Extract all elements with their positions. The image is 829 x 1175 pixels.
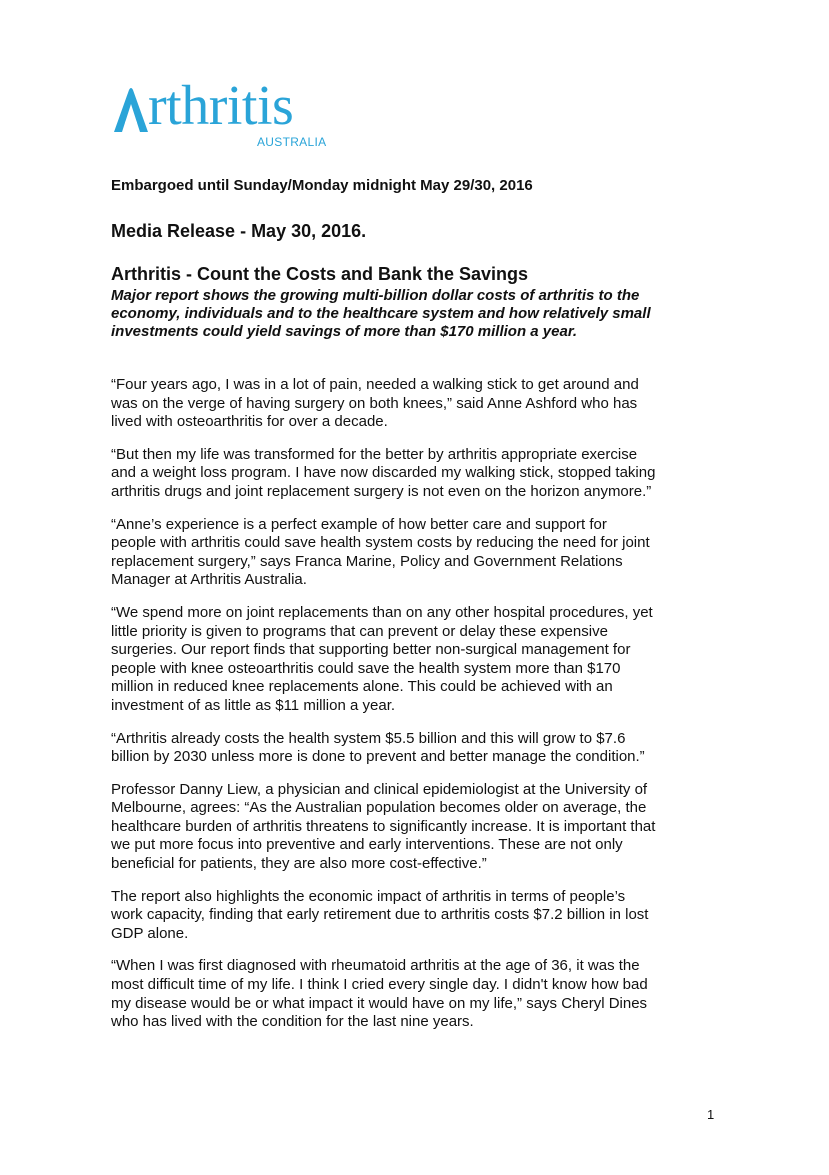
text-line: Professor Danny Liew, a physician and clinical epidemiologist at the University of <box>111 780 648 798</box>
text-line: million in reduced knee replacements alone. This could be achieved with an <box>111 678 613 696</box>
paragraph <box>111 376 731 432</box>
text-line: Melbourne, agrees: “As the Australian population becomes older on average, the <box>111 799 647 817</box>
text-line: “Four years ago, I was in a lot of pain, needed a walking stick to get around and <box>111 376 639 393</box>
subheadline-line: Major report shows the growing multi-billion dollar costs of arthritis to the <box>111 287 640 304</box>
page-number: 1 <box>707 1107 715 1122</box>
subheadline <box>111 287 731 341</box>
text-line: “We spend more on joint replacements than on any other hospital procedures, yet <box>111 603 653 621</box>
paragraph <box>111 781 731 874</box>
arthritis-australia-logo <box>112 75 352 152</box>
text-line: little priority is given to programs that can prevent or delay these expensive <box>111 622 608 640</box>
text-line: billion by 2030 unless more is done to prevent and better manage the condition.” <box>111 748 645 766</box>
text-line: GDP alone. <box>111 924 189 942</box>
text-line: The report also highlights the economic impact of arthritis in terms of people’s <box>111 887 626 905</box>
text-line: beneficial for patients, they are also more cost-effective.” <box>111 855 487 873</box>
text-line: work capacity, finding that early retirement due to arthritis costs $7.2 billion in lost <box>111 906 649 924</box>
text-line: people with arthritis could save health system costs by reducing the need for joint <box>111 534 650 552</box>
embargo-notice: Embargoed until Sunday/Monday midnight May 29/30, 2016 <box>111 177 533 194</box>
paragraph <box>111 888 731 944</box>
media-release-title: Media Release - May 30, 2016. <box>111 221 367 241</box>
text-line: replacement surgery,” says Franca Marine, Policy and Government Relations <box>111 552 623 570</box>
paragraph <box>111 516 731 590</box>
text-line: healthcare burden of arthritis threatens to significantly increase. It is important that <box>111 817 656 835</box>
logo-subtitle: AUSTRALIA <box>257 135 327 149</box>
text-line: and a weight loss program. I have now discarded my walking stick, stopped taking <box>111 464 656 482</box>
text-line: surgeries. Our report finds that supporting better non-surgical management for <box>111 641 631 659</box>
text-line: who has lived with the condition for the last nine years. <box>111 1013 474 1031</box>
text-line: “Anne’s experience is a perfect example of how better care and support for <box>111 515 607 533</box>
text-line: people with knee osteoarthritis could save the health system more than $170 <box>111 659 621 677</box>
text-line: lived with osteoarthritis for over a decade. <box>111 413 388 431</box>
text-line: arthritis drugs and joint replacement surgery is not even on the horizon anymore.” <box>111 482 652 500</box>
arthritis-a-figure-icon <box>112 86 150 134</box>
text-line: was on the verge of having surgery on both knees,” said Anne Ashford who has <box>111 394 638 412</box>
headline: Arthritis - Count the Costs and Bank the Savings <box>111 264 529 284</box>
text-line: Manager at Arthritis Australia. <box>111 571 307 589</box>
paragraph <box>111 957 731 1031</box>
text-line: most difficult time of my life. I think I cried every single day. I didn't know how bad <box>111 976 648 994</box>
subheadline-line: investments could yield savings of more than $170 million a year. <box>111 323 577 340</box>
text-line: “Arthritis already costs the health system $5.5 billion and this will grow to $7.6 <box>111 729 626 747</box>
text-line: my disease would be or what impact it would have on my life,” says Cheryl Dines <box>111 994 648 1012</box>
text-line: “When I was first diagnosed with rheumatoid arthritis at the age of 36, it was the <box>111 957 640 975</box>
paragraph <box>111 604 731 716</box>
text-line: we put more focus into preventive and early interventions. These are not only <box>111 836 623 854</box>
subheadline-line: economy, individuals and to the healthcare system and how relatively small <box>111 305 651 322</box>
paragraph <box>111 730 731 767</box>
article-body <box>111 376 731 1046</box>
text-line: “But then my life was transformed for the better by arthritis appropriate exercise <box>111 445 638 463</box>
logo-wordmark: rthritis <box>148 75 294 137</box>
paragraph <box>111 446 731 502</box>
text-line: investment of as little as $11 million a year. <box>111 696 396 714</box>
